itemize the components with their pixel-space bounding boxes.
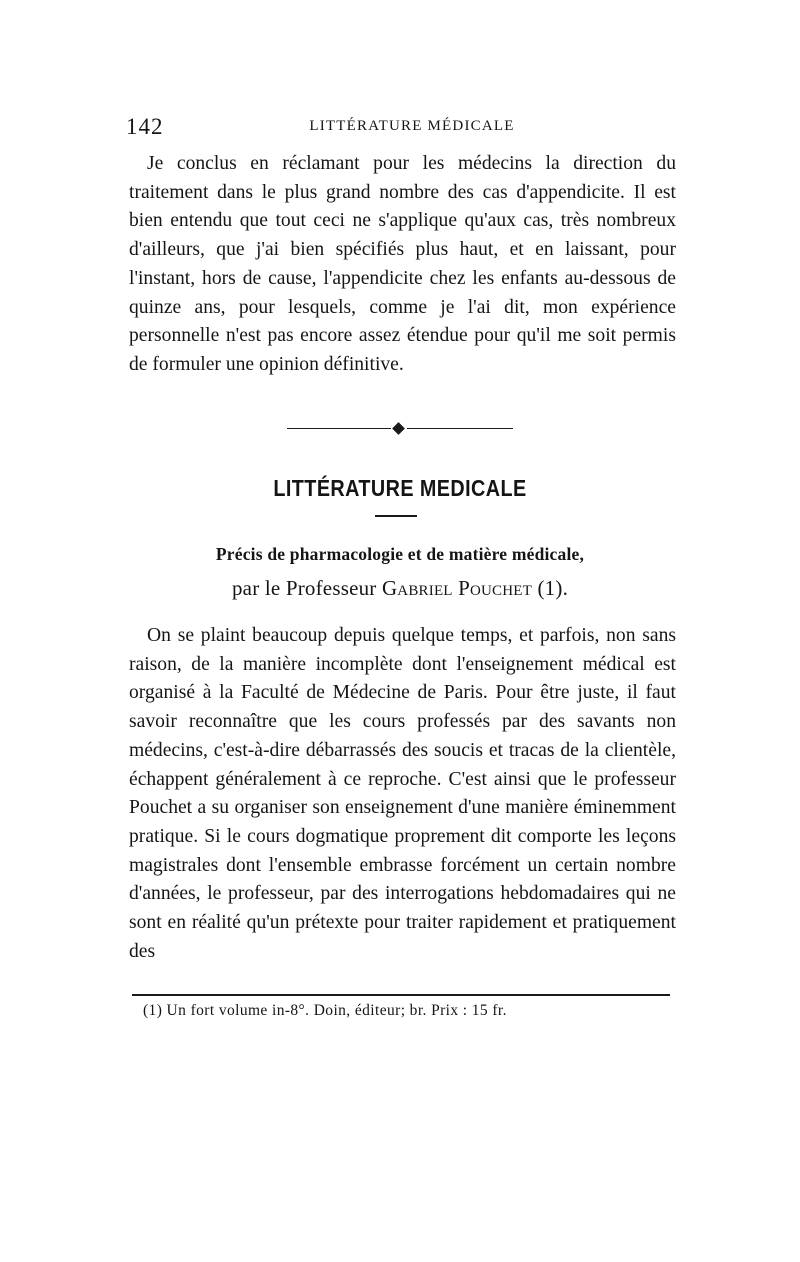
author-name: Gabriel Pouchet (381, 576, 533, 600)
footnote-separator (132, 994, 670, 996)
closing-paragraph: Je conclus en réclamant pour les médecins la direction du traitement dans le plus grand nombre des cas d'appendicite. Il est bien entendu que tout ceci ne s'applique qu'aux cas, très nombreux d'ailleurs, que j'ai bien spécifiés plus haut, et en laissant, pour l'instant, hors de cause, l'appendicite chez les enfants au-dessous de quinze ans, pour lesquels, comme je l'ai dit, mon expérience personnelle n'est pas encore assez étendue pour qu'il me soit permis de formuler une opinion définitive. (129, 153, 676, 375)
divider-line-right (407, 428, 513, 429)
diamond-icon (392, 422, 405, 435)
title-underline (375, 515, 417, 517)
page-number: 142 (126, 114, 164, 139)
running-header (126, 114, 678, 140)
review-paragraph: On se plaint beaucoup depuis quelque temps, et parfois, non sans raison, de la manière incomplète dont l'enseignement médical est organisé à la Faculté de Médecine de Paris. Pour être juste, il faut savoir reconnaître que les cours professés par des savants non médecins, c'est-à-dire débarrassés des soucis et tracas de la clientèle, échappent généralement à ce reproche. C'est ainsi que le professeur Pouchet a su organiser son enseignement d'une manière éminemment pratique. Si le cours dogmatique proprement dit comporte les leçons magistrales dont l'ensemble embrasse forcément un certain nombre d'années, le professeur, par des interrogations hebdomadaires qui ne sont en réalité qu'un prétexte pour traiter rapidement et pratiquement des (129, 625, 676, 962)
footnote: (1) Un fort volume in-8°. Doin, éditeur; br. Prix : 15 fr. (143, 1002, 507, 1019)
review-book-title: Précis de pharmacologie et de matière médicale, (215, 544, 585, 564)
section-divider-ornament (287, 419, 513, 439)
review-author-line (0, 576, 800, 601)
running-title: LITTÉRATURE MÉDICALE (309, 118, 515, 134)
footnote-reference: (1). (537, 576, 569, 600)
author-prefix: par le Professeur (231, 576, 377, 600)
divider-line-left (287, 428, 391, 429)
section-title: LITTÉRATURE MEDICALE (273, 475, 527, 501)
